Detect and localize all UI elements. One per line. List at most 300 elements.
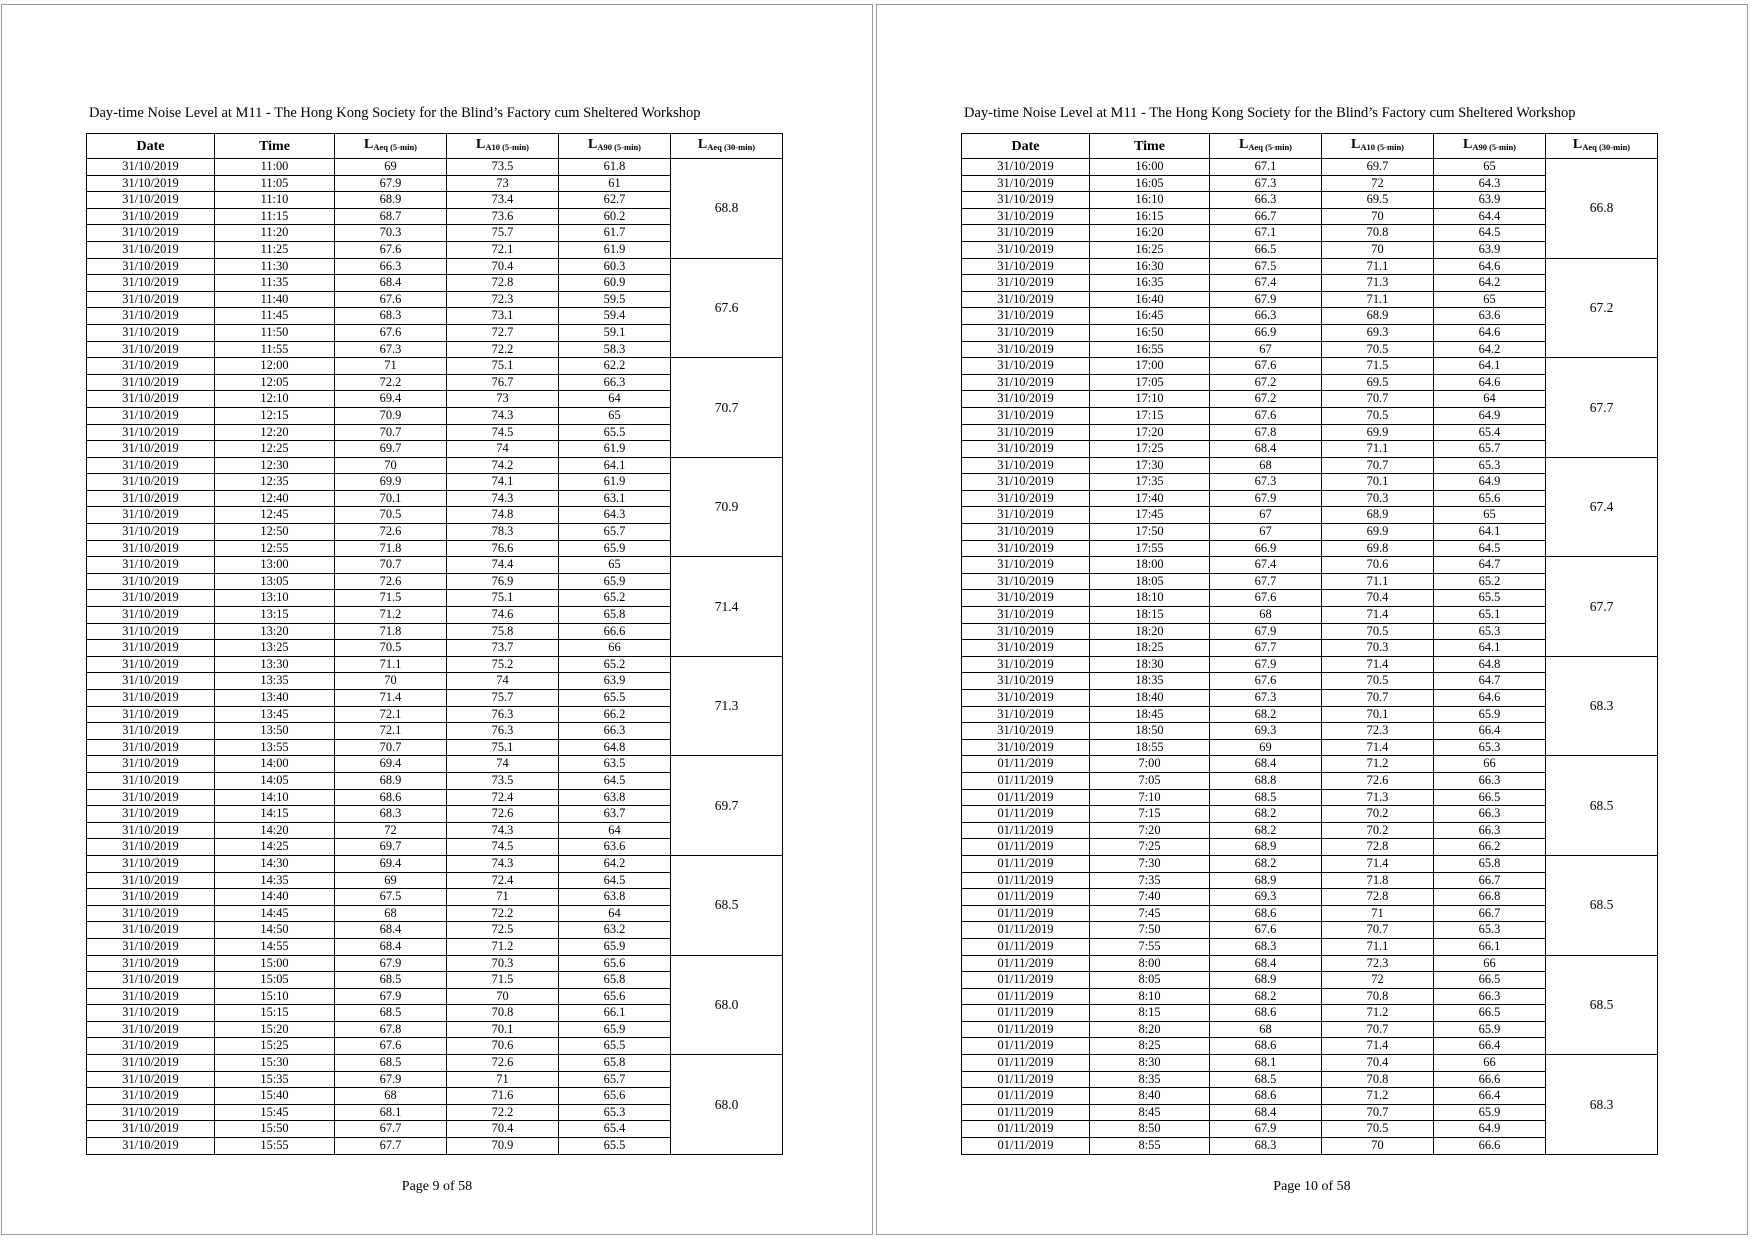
cell-time: 7:55 <box>1090 938 1210 955</box>
cell-laeq-5min: 68.1 <box>335 1104 447 1121</box>
cell-date: 31/10/2019 <box>87 690 215 707</box>
cell-time: 17:45 <box>1090 507 1210 524</box>
cell-la10-5min: 72.6 <box>447 1055 559 1072</box>
cell-time: 11:05 <box>215 175 335 192</box>
cell-la90-5min: 65.8 <box>1434 855 1546 872</box>
table-row <box>87 656 783 673</box>
cell-laeq-5min: 72.1 <box>335 723 447 740</box>
cell-time: 17:05 <box>1090 374 1210 391</box>
cell-date: 01/11/2019 <box>962 806 1090 823</box>
cell-la90-5min: 65.9 <box>1434 706 1546 723</box>
cell-laeq-5min: 67.8 <box>1210 424 1322 441</box>
cell-laeq-5min: 71.1 <box>335 656 447 673</box>
table-row <box>962 457 1658 474</box>
cell-la10-5min: 76.9 <box>447 573 559 590</box>
cell-date: 31/10/2019 <box>87 159 215 176</box>
cell-time: 15:20 <box>215 1021 335 1038</box>
cell-laeq-5min: 69.7 <box>335 839 447 856</box>
cell-la90-5min: 64.1 <box>1434 524 1546 541</box>
cell-time: 18:20 <box>1090 623 1210 640</box>
cell-time: 7:45 <box>1090 905 1210 922</box>
cell-date: 31/10/2019 <box>962 208 1090 225</box>
cell-time: 16:25 <box>1090 241 1210 258</box>
cell-date: 31/10/2019 <box>87 490 215 507</box>
cell-laeq-5min: 72.6 <box>335 524 447 541</box>
cell-la10-5min: 71.3 <box>1322 275 1434 292</box>
cell-laeq-30min: 70.7 <box>671 358 783 458</box>
cell-laeq-5min: 70.7 <box>335 557 447 574</box>
cell-laeq-5min: 67.9 <box>1210 656 1322 673</box>
cell-laeq-5min: 66.9 <box>1210 324 1322 341</box>
cell-laeq-5min: 68 <box>1210 457 1322 474</box>
table-row <box>962 656 1658 673</box>
cell-laeq-5min: 72.1 <box>335 706 447 723</box>
cell-la10-5min: 72.3 <box>1322 723 1434 740</box>
cell-laeq-5min: 71.5 <box>335 590 447 607</box>
header-time: Time <box>1090 134 1210 159</box>
cell-date: 01/11/2019 <box>962 1104 1090 1121</box>
cell-la90-5min: 66 <box>559 640 671 657</box>
cell-time: 7:05 <box>1090 772 1210 789</box>
cell-laeq-5min: 67 <box>1210 524 1322 541</box>
cell-date: 31/10/2019 <box>87 441 215 458</box>
cell-time: 14:05 <box>215 772 335 789</box>
cell-time: 13:30 <box>215 656 335 673</box>
cell-la90-5min: 66.3 <box>1434 822 1546 839</box>
cell-laeq-5min: 68.6 <box>1210 1088 1322 1105</box>
cell-time: 12:40 <box>215 490 335 507</box>
cell-date: 31/10/2019 <box>962 407 1090 424</box>
cell-time: 11:35 <box>215 275 335 292</box>
cell-laeq-5min: 68.3 <box>1210 938 1322 955</box>
cell-laeq-5min: 69.3 <box>1210 889 1322 906</box>
cell-la10-5min: 69.5 <box>1322 374 1434 391</box>
cell-time: 15:30 <box>215 1055 335 1072</box>
cell-laeq-5min: 67.5 <box>335 889 447 906</box>
cell-laeq-30min: 67.2 <box>1546 258 1658 358</box>
cell-date: 31/10/2019 <box>962 573 1090 590</box>
cell-date: 31/10/2019 <box>962 590 1090 607</box>
cell-laeq-5min: 72.2 <box>335 374 447 391</box>
cell-la90-5min: 65.6 <box>559 988 671 1005</box>
cell-la90-5min: 65.6 <box>559 1088 671 1105</box>
cell-date: 31/10/2019 <box>87 1088 215 1105</box>
cell-la90-5min: 65.7 <box>559 1071 671 1088</box>
cell-time: 7:35 <box>1090 872 1210 889</box>
cell-la10-5min: 70.3 <box>447 955 559 972</box>
cell-la90-5min: 59.1 <box>559 324 671 341</box>
header-laeq-30min: $L_{Aeq (30-min)}$ <box>1546 134 1658 159</box>
cell-time: 18:45 <box>1090 706 1210 723</box>
cell-laeq-5min: 68.4 <box>335 922 447 939</box>
cell-la90-5min: 63.1 <box>559 490 671 507</box>
cell-la10-5min: 70.5 <box>1322 341 1434 358</box>
cell-laeq-5min: 67.8 <box>335 1021 447 1038</box>
cell-date: 31/10/2019 <box>87 922 215 939</box>
cell-la10-5min: 71.1 <box>1322 573 1434 590</box>
cell-la10-5min: 75.7 <box>447 225 559 242</box>
cell-la90-5min: 65.7 <box>559 524 671 541</box>
cell-time: 8:25 <box>1090 1038 1210 1055</box>
cell-date: 31/10/2019 <box>87 673 215 690</box>
cell-date: 31/10/2019 <box>87 938 215 955</box>
cell-la10-5min: 70.7 <box>1322 922 1434 939</box>
cell-date: 01/11/2019 <box>962 789 1090 806</box>
cell-la10-5min: 71.1 <box>1322 258 1434 275</box>
cell-la10-5min: 70.7 <box>1322 457 1434 474</box>
cell-la90-5min: 65.5 <box>559 1138 671 1155</box>
cell-date: 31/10/2019 <box>962 291 1090 308</box>
cell-time: 14:55 <box>215 938 335 955</box>
cell-date: 01/11/2019 <box>962 855 1090 872</box>
cell-time: 11:10 <box>215 192 335 209</box>
cell-la10-5min: 71.2 <box>1322 1088 1434 1105</box>
cell-date: 31/10/2019 <box>87 175 215 192</box>
cell-la90-5min: 62.7 <box>559 192 671 209</box>
cell-time: 12:35 <box>215 474 335 491</box>
cell-time: 17:25 <box>1090 441 1210 458</box>
cell-laeq-5min: 69.9 <box>335 474 447 491</box>
cell-time: 7:15 <box>1090 806 1210 823</box>
cell-laeq-5min: 67.6 <box>1210 673 1322 690</box>
cell-date: 31/10/2019 <box>87 258 215 275</box>
cell-la90-5min: 61 <box>559 175 671 192</box>
cell-la10-5min: 70.3 <box>1322 490 1434 507</box>
cell-time: 15:00 <box>215 955 335 972</box>
cell-date: 31/10/2019 <box>962 457 1090 474</box>
cell-la90-5min: 66.4 <box>1434 1088 1546 1105</box>
cell-time: 16:20 <box>1090 225 1210 242</box>
cell-la10-5min: 71.5 <box>1322 358 1434 375</box>
cell-time: 13:20 <box>215 623 335 640</box>
page-9 <box>1 4 873 1235</box>
cell-la90-5min: 66.5 <box>1434 789 1546 806</box>
cell-time: 13:35 <box>215 673 335 690</box>
table-row <box>87 756 783 773</box>
page-10 <box>876 4 1748 1235</box>
cell-laeq-5min: 68.3 <box>335 308 447 325</box>
cell-la10-5min: 76.7 <box>447 374 559 391</box>
cell-la10-5min: 70.5 <box>1322 1121 1434 1138</box>
table-row <box>87 855 783 872</box>
cell-la10-5min: 71.2 <box>1322 756 1434 773</box>
cell-la10-5min: 71.4 <box>1322 855 1434 872</box>
cell-la10-5min: 73.5 <box>447 772 559 789</box>
cell-laeq-5min: 68.5 <box>1210 1071 1322 1088</box>
cell-date: 31/10/2019 <box>962 358 1090 375</box>
cell-laeq-30min: 67.4 <box>1546 457 1658 557</box>
cell-la10-5min: 68.9 <box>1322 507 1434 524</box>
cell-la10-5min: 72.7 <box>447 324 559 341</box>
cell-laeq-5min: 68.2 <box>1210 988 1322 1005</box>
cell-laeq-5min: 66.9 <box>1210 540 1322 557</box>
cell-date: 31/10/2019 <box>87 1071 215 1088</box>
cell-laeq-5min: 69.7 <box>335 441 447 458</box>
cell-time: 8:55 <box>1090 1138 1210 1155</box>
cell-laeq-5min: 67.3 <box>1210 474 1322 491</box>
cell-date: 31/10/2019 <box>87 474 215 491</box>
cell-la10-5min: 71.1 <box>1322 938 1434 955</box>
cell-date: 31/10/2019 <box>962 225 1090 242</box>
cell-la90-5min: 60.9 <box>559 275 671 292</box>
cell-time: 11:40 <box>215 291 335 308</box>
cell-date: 31/10/2019 <box>962 474 1090 491</box>
cell-laeq-5min: 72 <box>335 822 447 839</box>
header-laeq-5min: $L_{Aeq (5-min)}$ <box>1210 134 1322 159</box>
cell-time: 8:20 <box>1090 1021 1210 1038</box>
cell-la10-5min: 71.6 <box>447 1088 559 1105</box>
cell-laeq-5min: 67.6 <box>1210 922 1322 939</box>
cell-la10-5min: 73.4 <box>447 192 559 209</box>
cell-time: 8:35 <box>1090 1071 1210 1088</box>
cell-laeq-30min: 71.4 <box>671 557 783 657</box>
cell-date: 31/10/2019 <box>962 739 1090 756</box>
cell-date: 31/10/2019 <box>87 324 215 341</box>
cell-laeq-5min: 71.2 <box>335 607 447 624</box>
cell-time: 18:05 <box>1090 573 1210 590</box>
cell-laeq-5min: 68.9 <box>335 772 447 789</box>
cell-la90-5min: 63.8 <box>559 789 671 806</box>
cell-time: 12:05 <box>215 374 335 391</box>
cell-date: 31/10/2019 <box>962 175 1090 192</box>
cell-laeq-5min: 68.2 <box>1210 855 1322 872</box>
header-laeq-30min: $L_{Aeq (30-min)}$ <box>671 134 783 159</box>
cell-laeq-5min: 69 <box>1210 739 1322 756</box>
cell-time: 13:50 <box>215 723 335 740</box>
cell-time: 7:50 <box>1090 922 1210 939</box>
cell-date: 31/10/2019 <box>962 723 1090 740</box>
cell-date: 31/10/2019 <box>87 756 215 773</box>
cell-la90-5min: 65.3 <box>559 1104 671 1121</box>
cell-date: 01/11/2019 <box>962 889 1090 906</box>
table-row <box>962 955 1658 972</box>
cell-time: 8:10 <box>1090 988 1210 1005</box>
cell-la90-5min: 66.3 <box>1434 772 1546 789</box>
cell-la90-5min: 59.4 <box>559 308 671 325</box>
cell-laeq-5min: 68 <box>1210 1021 1322 1038</box>
cell-la10-5min: 69.5 <box>1322 192 1434 209</box>
cell-la90-5min: 66.3 <box>1434 806 1546 823</box>
cell-la10-5min: 74.8 <box>447 507 559 524</box>
cell-la90-5min: 66.6 <box>559 623 671 640</box>
cell-date: 01/11/2019 <box>962 822 1090 839</box>
cell-date: 31/10/2019 <box>87 1055 215 1072</box>
cell-laeq-5min: 67.9 <box>335 955 447 972</box>
cell-laeq-30min: 70.9 <box>671 457 783 557</box>
cell-time: 7:25 <box>1090 839 1210 856</box>
cell-la90-5min: 65.7 <box>1434 441 1546 458</box>
cell-la90-5min: 63.9 <box>559 673 671 690</box>
cell-laeq-5min: 68.5 <box>1210 789 1322 806</box>
cell-la10-5min: 70.3 <box>1322 640 1434 657</box>
cell-date: 31/10/2019 <box>87 590 215 607</box>
cell-la90-5min: 66.4 <box>1434 723 1546 740</box>
cell-time: 13:45 <box>215 706 335 723</box>
cell-time: 11:50 <box>215 324 335 341</box>
cell-la10-5min: 74.1 <box>447 474 559 491</box>
cell-laeq-5min: 68 <box>335 1088 447 1105</box>
header-la10-5min: $L_{A10 (5-min)}$ <box>1322 134 1434 159</box>
cell-time: 17:35 <box>1090 474 1210 491</box>
cell-la10-5min: 74 <box>447 673 559 690</box>
cell-laeq-5min: 67.9 <box>1210 1121 1322 1138</box>
cell-time: 17:55 <box>1090 540 1210 557</box>
cell-date: 01/11/2019 <box>962 1005 1090 1022</box>
cell-la10-5min: 70.7 <box>1322 690 1434 707</box>
cell-date: 31/10/2019 <box>962 159 1090 176</box>
cell-la10-5min: 75.1 <box>447 590 559 607</box>
cell-laeq-5min: 68.6 <box>1210 1005 1322 1022</box>
cell-laeq-5min: 67.2 <box>1210 391 1322 408</box>
cell-laeq-5min: 68.4 <box>1210 756 1322 773</box>
cell-time: 14:20 <box>215 822 335 839</box>
cell-time: 13:05 <box>215 573 335 590</box>
noise-table <box>961 133 1658 1155</box>
cell-la90-5min: 64 <box>559 822 671 839</box>
table-row <box>962 557 1658 574</box>
cell-date: 31/10/2019 <box>87 822 215 839</box>
cell-la90-5min: 64.4 <box>1434 208 1546 225</box>
cell-time: 16:50 <box>1090 324 1210 341</box>
cell-date: 31/10/2019 <box>962 507 1090 524</box>
cell-laeq-5min: 68.6 <box>1210 905 1322 922</box>
cell-la90-5min: 61.8 <box>559 159 671 176</box>
cell-time: 15:10 <box>215 988 335 1005</box>
cell-date: 31/10/2019 <box>87 955 215 972</box>
cell-laeq-5min: 67.6 <box>335 324 447 341</box>
cell-date: 31/10/2019 <box>87 839 215 856</box>
cell-laeq-5min: 67.9 <box>1210 291 1322 308</box>
cell-date: 31/10/2019 <box>87 1138 215 1155</box>
cell-la90-5min: 65.9 <box>559 938 671 955</box>
cell-la10-5min: 71.2 <box>1322 1005 1434 1022</box>
cell-la10-5min: 71.4 <box>1322 1038 1434 1055</box>
cell-la10-5min: 70.4 <box>447 1121 559 1138</box>
cell-laeq-30min: 66.8 <box>1546 159 1658 259</box>
cell-la90-5min: 66 <box>1434 955 1546 972</box>
cell-laeq-5min: 67.7 <box>335 1138 447 1155</box>
cell-laeq-5min: 68.6 <box>335 789 447 806</box>
cell-la90-5min: 60.3 <box>559 258 671 275</box>
cell-la90-5min: 66 <box>1434 756 1546 773</box>
cell-la90-5min: 64.8 <box>1434 656 1546 673</box>
table-body <box>87 159 783 1155</box>
table-row <box>962 756 1658 773</box>
cell-la90-5min: 66.7 <box>1434 905 1546 922</box>
cell-date: 31/10/2019 <box>962 192 1090 209</box>
cell-la90-5min: 64.6 <box>1434 258 1546 275</box>
cell-la90-5min: 64.6 <box>1434 374 1546 391</box>
cell-laeq-5min: 68.4 <box>335 275 447 292</box>
cell-date: 01/11/2019 <box>962 1088 1090 1105</box>
cell-date: 01/11/2019 <box>962 756 1090 773</box>
header-date: Date <box>962 134 1090 159</box>
cell-la10-5min: 74.3 <box>447 855 559 872</box>
cell-la10-5min: 72.8 <box>1322 839 1434 856</box>
cell-la10-5min: 73.7 <box>447 640 559 657</box>
cell-la10-5min: 72.4 <box>447 872 559 889</box>
cell-date: 31/10/2019 <box>87 341 215 358</box>
cell-la90-5min: 64.2 <box>559 855 671 872</box>
cell-time: 13:15 <box>215 607 335 624</box>
cell-la90-5min: 66.8 <box>1434 889 1546 906</box>
cell-laeq-5min: 67.1 <box>1210 159 1322 176</box>
cell-laeq-5min: 67.7 <box>1210 573 1322 590</box>
cell-la90-5min: 65.5 <box>559 424 671 441</box>
cell-la90-5min: 65.6 <box>1434 490 1546 507</box>
cell-laeq-5min: 70.5 <box>335 640 447 657</box>
header-la90-5min: $L_{A90 (5-min)}$ <box>1434 134 1546 159</box>
cell-la10-5min: 71 <box>1322 905 1434 922</box>
cell-time: 11:25 <box>215 241 335 258</box>
cell-la90-5min: 61.9 <box>559 441 671 458</box>
cell-laeq-5min: 67.6 <box>1210 358 1322 375</box>
cell-laeq-5min: 68.4 <box>1210 441 1322 458</box>
cell-laeq-5min: 68.2 <box>1210 706 1322 723</box>
cell-laeq-5min: 68 <box>1210 607 1322 624</box>
cell-la90-5min: 65.9 <box>559 573 671 590</box>
cell-laeq-5min: 71.8 <box>335 540 447 557</box>
cell-la90-5min: 65.2 <box>1434 573 1546 590</box>
cell-la10-5min: 72.1 <box>447 241 559 258</box>
cell-la10-5min: 71.4 <box>1322 607 1434 624</box>
cell-time: 18:55 <box>1090 739 1210 756</box>
cell-time: 11:55 <box>215 341 335 358</box>
cell-time: 12:30 <box>215 457 335 474</box>
table-row <box>87 358 783 375</box>
cell-laeq-5min: 70.7 <box>335 424 447 441</box>
cell-la90-5min: 65.9 <box>559 540 671 557</box>
cell-la90-5min: 66.7 <box>1434 872 1546 889</box>
cell-time: 17:50 <box>1090 524 1210 541</box>
header-la10-5min: $L_{A10 (5-min)}$ <box>447 134 559 159</box>
cell-time: 18:35 <box>1090 673 1210 690</box>
cell-date: 31/10/2019 <box>962 690 1090 707</box>
cell-date: 31/10/2019 <box>962 441 1090 458</box>
cell-la10-5min: 72.8 <box>1322 889 1434 906</box>
cell-date: 31/10/2019 <box>87 905 215 922</box>
cell-time: 15:25 <box>215 1038 335 1055</box>
cell-la90-5min: 64.1 <box>1434 640 1546 657</box>
cell-laeq-5min: 72.6 <box>335 573 447 590</box>
cell-laeq-5min: 67.3 <box>335 341 447 358</box>
cell-la90-5min: 65.8 <box>559 972 671 989</box>
cell-laeq-5min: 71.4 <box>335 690 447 707</box>
header-laeq-5min: $L_{Aeq (5-min)}$ <box>335 134 447 159</box>
cell-laeq-5min: 66.3 <box>1210 192 1322 209</box>
cell-laeq-5min: 68.9 <box>1210 872 1322 889</box>
cell-la10-5min: 74.3 <box>447 822 559 839</box>
cell-time: 12:15 <box>215 407 335 424</box>
cell-date: 01/11/2019 <box>962 1038 1090 1055</box>
cell-laeq-5min: 70.5 <box>335 507 447 524</box>
cell-la10-5min: 68.9 <box>1322 308 1434 325</box>
cell-la90-5min: 63.9 <box>1434 241 1546 258</box>
cell-laeq-5min: 67.6 <box>1210 407 1322 424</box>
table-row <box>962 358 1658 375</box>
cell-time: 16:05 <box>1090 175 1210 192</box>
table-body <box>962 159 1658 1155</box>
cell-la90-5min: 65.2 <box>559 656 671 673</box>
cell-la10-5min: 76.3 <box>447 706 559 723</box>
cell-time: 12:55 <box>215 540 335 557</box>
cell-laeq-30min: 68.0 <box>671 1055 783 1155</box>
cell-laeq-5min: 67.1 <box>1210 225 1322 242</box>
cell-time: 13:40 <box>215 690 335 707</box>
cell-la10-5min: 70.7 <box>1322 1021 1434 1038</box>
cell-date: 01/11/2019 <box>962 905 1090 922</box>
cell-laeq-5min: 67 <box>1210 507 1322 524</box>
